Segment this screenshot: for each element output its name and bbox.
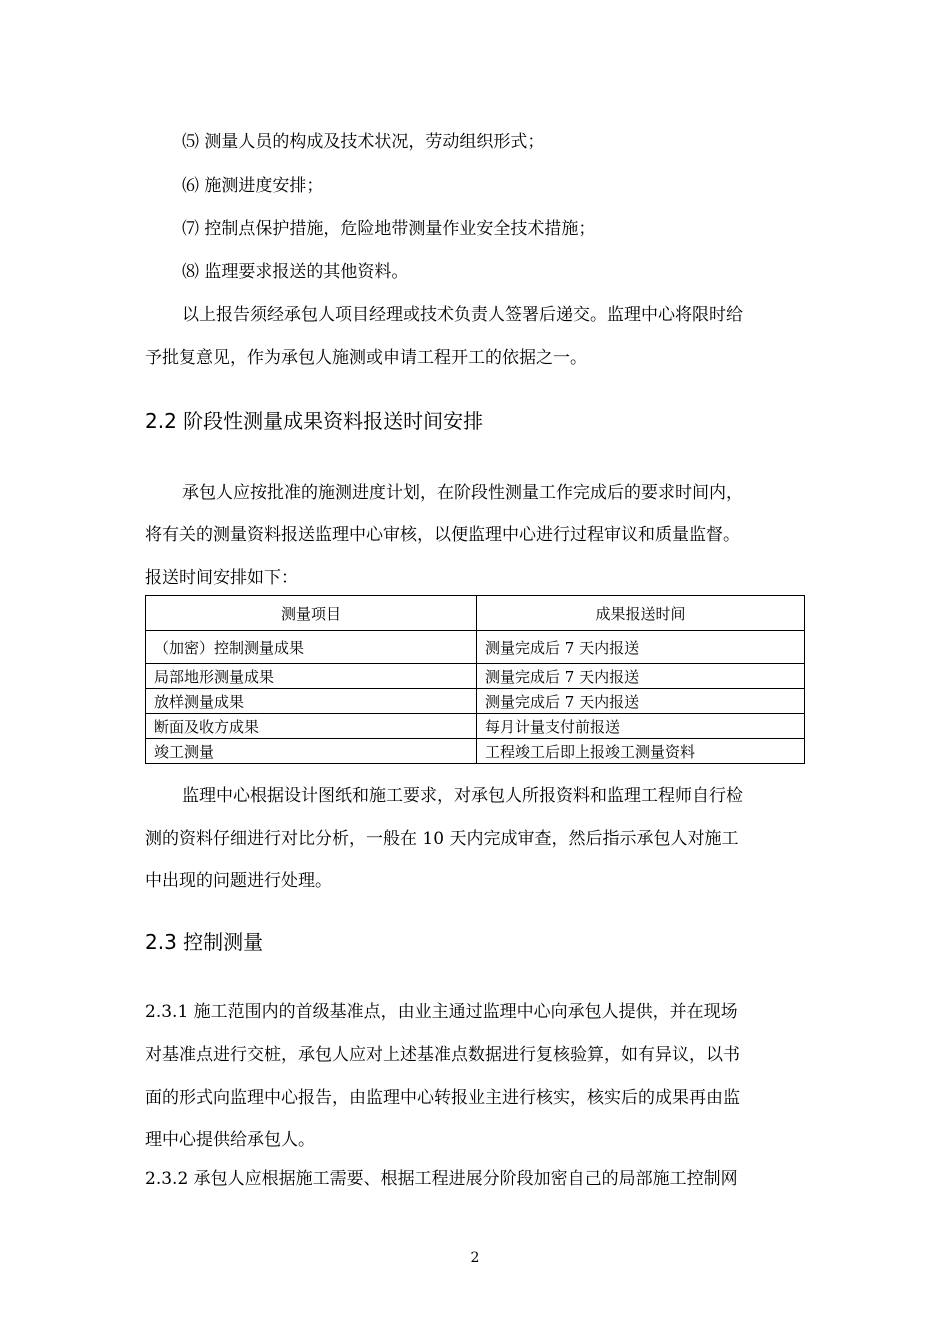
table-row [146,631,805,664]
paragraph-line: 予批复意见，作为承包人施测或申请工程开工的依据之一。 [145,348,587,368]
table-row [146,664,805,689]
paragraph-line: 2.3.1 施工范围内的首级基准点，由业主通过监理中心向承包人提供，并在现场 [145,1002,738,1022]
paragraph-line: 2.3.2 承包人应根据施工需要、根据工程进展分阶段加密自己的局部施工控制网 [145,1169,738,1189]
schedule-table [145,595,805,764]
paragraph-line: 报送时间安排如下： [145,568,298,588]
table-header: 测量项目 [146,596,477,631]
table-header-row [146,596,805,631]
table-cell: 断面及收方成果 [146,714,477,739]
section-heading: 2.2 阶段性测量成果资料报送时间安排 [145,409,484,433]
table-cell: 放样测量成果 [146,689,477,714]
table-row [146,714,805,739]
list-item: ⑸ 测量人员的构成及技术状况，劳动组织形式； [182,132,545,152]
paragraph-line: 将有关的测量资料报送监理中心审核，以便监理中心进行过程审议和质量监督。 [145,525,740,545]
paragraph-line: 监理中心根据设计图纸和施工要求，对承包人所报资料和监理工程师自行检 [182,786,743,806]
table-header: 成果报送时间 [477,596,805,631]
list-item: ⑺ 控制点保护措施，危险地带测量作业安全技术措施； [182,219,596,239]
table-cell: 测量完成后 7 天内报送 [477,631,805,664]
table-cell: 局部地形测量成果 [146,664,477,689]
table-cell: 测量完成后 7 天内报送 [477,689,805,714]
table-cell: （加密）控制测量成果 [146,631,477,664]
table-cell: 竣工测量 [146,739,477,764]
paragraph-line: 面的形式向监理中心报告，由监理中心转报业主进行核实，核实后的成果再由监 [145,1088,740,1108]
paragraph-line: 理中心提供给承包人。 [145,1130,315,1150]
list-item: ⑹ 施测进度安排； [182,176,324,196]
page-number: 2 [470,1250,480,1266]
paragraph-line: 承包人应按批准的施测进度计划，在阶段性测量工作完成后的要求时间内， [182,483,743,503]
table-cell: 每月计量支付前报送 [477,714,805,739]
paragraph-line: 对基准点进行交桩，承包人应对上述基准点数据进行复核验算，如有异议，以书 [145,1045,740,1065]
paragraph-line: 测的资料仔细进行对比分析，一般在 10 天内完成审查，然后指示承包人对施工 [145,829,739,849]
table-cell: 测量完成后 7 天内报送 [477,664,805,689]
section-heading: 2.3 控制测量 [145,930,264,954]
table-row [146,739,805,764]
table-cell: 工程竣工后即上报竣工测量资料 [477,739,805,764]
paragraph-line: 中出现的问题进行处理。 [145,871,332,891]
paragraph-line: 以上报告须经承包人项目经理或技术负责人签署后递交。监理中心将限时给 [182,305,743,325]
table-row [146,689,805,714]
list-item: ⑻ 监理要求报送的其他资料。 [182,262,409,282]
